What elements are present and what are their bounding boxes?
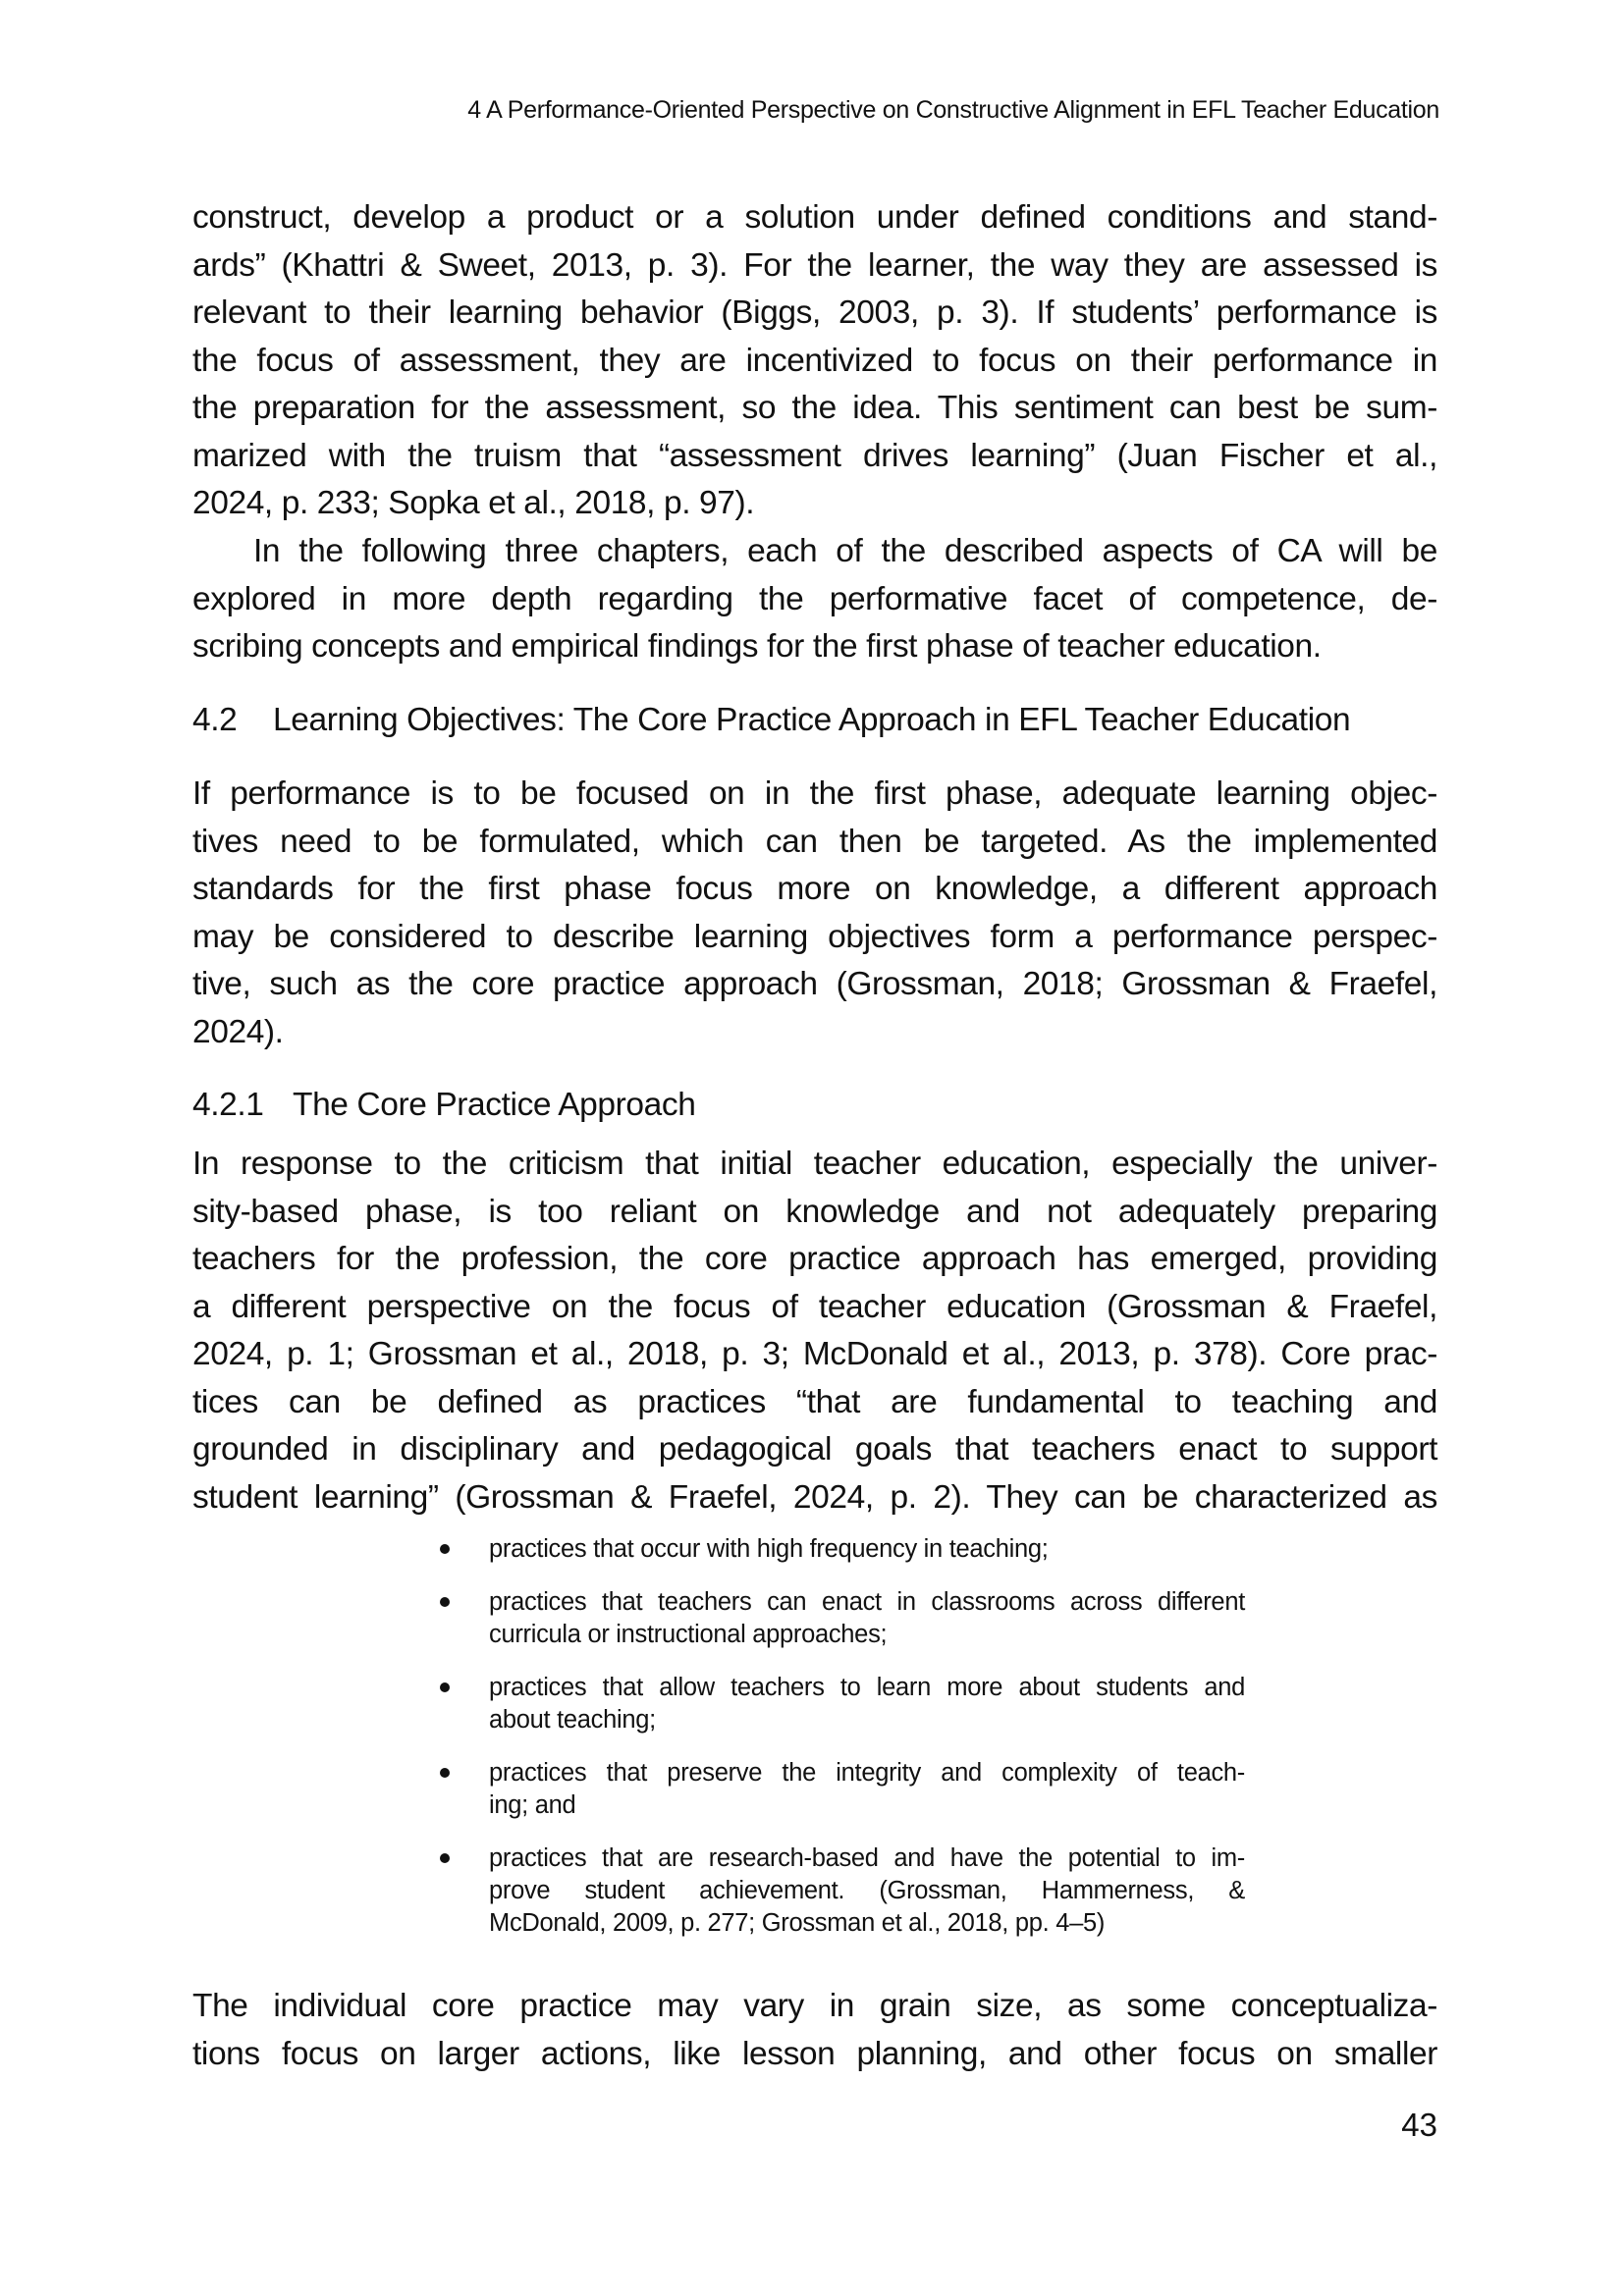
text-line: 2024, p. 1; Grossman et al., 2018, p. 3; McDonald et al., 2013, p. 378). Core prac- — [192, 1336, 1437, 1372]
text-line: practices that preserve the integrity and complexity of teach- — [489, 1759, 1245, 1787]
text-line: scribing concepts and empirical findings for the first phase of teacher education. — [192, 628, 1322, 665]
text-line: grounded in disciplinary and pedagogical goals that teachers enact to support — [192, 1431, 1437, 1468]
text-line: 2024). — [192, 1013, 284, 1050]
text-line: practices that occur with high frequency in teaching; — [489, 1535, 1049, 1563]
list-item — [438, 1842, 1245, 1940]
text-line: the focus of assessment, they are incentivized to focus on their performance in — [192, 342, 1437, 379]
text-line: explored in more depth regarding the performative facet of competence, de- — [192, 580, 1437, 617]
text-line: construct, develop a product or a solution under defined conditions and stand- — [192, 199, 1437, 236]
bullet-icon — [440, 1853, 450, 1863]
page-number: 43 — [1401, 2107, 1437, 2143]
text-line: In response to the criticism that initial teacher education, especially the univer- — [192, 1146, 1437, 1182]
list-item — [438, 1586, 1245, 1651]
text-line: practices that allow teachers to learn more about students and — [489, 1674, 1245, 1701]
bullet-icon — [440, 1768, 450, 1778]
bullet-icon — [440, 1544, 450, 1554]
text-line: teachers for the profession, the core practice approach has emerged, providing — [192, 1241, 1437, 1277]
text-line: tions focus on larger actions, like lesson planning, and other focus on smaller — [192, 2035, 1437, 2072]
paragraph-assessment — [192, 194, 1437, 528]
paragraph-following-chapters — [192, 528, 1437, 671]
section-heading-4-2-1 — [192, 1082, 695, 1129]
paragraph-core-practice — [192, 1141, 1437, 1522]
text-line: sity-based phase, is too reliant on knowledge and not adequately preparing — [192, 1193, 1437, 1230]
text-line: ing; and — [489, 1791, 576, 1819]
bullet-icon — [440, 1597, 450, 1607]
text-line: 2024, p. 233; Sopka et al., 2018, p. 97). — [192, 485, 755, 521]
text-line: If performance is to be focused on in the first phase, adequate learning objec- — [192, 775, 1437, 812]
text-line: student learning” (Grossman & Fraefel, 2024, p. 2). They can be characterized as — [192, 1478, 1437, 1516]
text-line: relevant to their learning behavior (Biggs, 2003, p. 3). If students’ performance is — [192, 294, 1437, 331]
section-title: Learning Objectives: The Core Practice Approach in EFL Teacher Education — [273, 702, 1351, 738]
text-line: practices that teachers can enact in classrooms across different — [489, 1588, 1245, 1616]
running-head: 4 A Performance-Oriented Perspective on Constructive Alignment in EFL Teacher Education — [467, 96, 1439, 124]
bullet-list — [438, 1533, 1245, 1960]
text-line: about teaching; — [489, 1706, 656, 1734]
text-line: practices that are research-based and have the potential to im- — [489, 1844, 1245, 1872]
text-line: McDonald, 2009, p. 277; Grossman et al., 2018, pp. 4–5) — [489, 1909, 1106, 1937]
section-number: 4.2 — [192, 702, 238, 738]
text-line: prove student achievement. (Grossman, Hammerness, & — [489, 1877, 1245, 1904]
bullet-icon — [440, 1682, 450, 1692]
text-line: In the following three chapters, each of the described aspects of CA will be — [253, 533, 1437, 569]
text-line: tices can be defined as practices “that are fundamental to teaching and — [192, 1383, 1437, 1420]
section-heading-4-2 — [192, 697, 1350, 744]
text-line: tive, such as the core practice approach (Grossman, 2018; Grossman & Fraefel, — [192, 966, 1437, 1002]
text-line: ards” (Khattri & Sweet, 2013, p. 3). For the learner, the way they are assessed is — [192, 246, 1437, 284]
text-line: the preparation for the assessment, so the idea. This sentiment can best be sum- — [192, 390, 1437, 426]
paragraph-grain-size — [192, 1983, 1437, 2078]
text-line: curricula or instructional approaches; — [489, 1621, 888, 1648]
list-item — [438, 1672, 1245, 1736]
paragraph-learning-objectives — [192, 771, 1437, 1056]
text-line: tives need to be formulated, which can then be targeted. As the implemented — [192, 823, 1437, 860]
text-line: a different perspective on the focus of teacher education (Grossman & Fraefel, — [192, 1288, 1437, 1325]
section-number: 4.2.1 — [192, 1087, 264, 1123]
text-line: marized with the truism that “assessment drives learning” (Juan Fischer et al., — [192, 437, 1437, 474]
list-item — [438, 1533, 1245, 1566]
list-item — [438, 1757, 1245, 1822]
section-title: The Core Practice Approach — [293, 1087, 696, 1123]
text-line: may be considered to describe learning objectives form a performance perspec- — [192, 918, 1437, 955]
text-line: standards for the first phase focus more on knowledge, a different approach — [192, 871, 1437, 907]
text-line: The individual core practice may vary in grain size, as some conceptualiza- — [192, 1988, 1437, 2024]
